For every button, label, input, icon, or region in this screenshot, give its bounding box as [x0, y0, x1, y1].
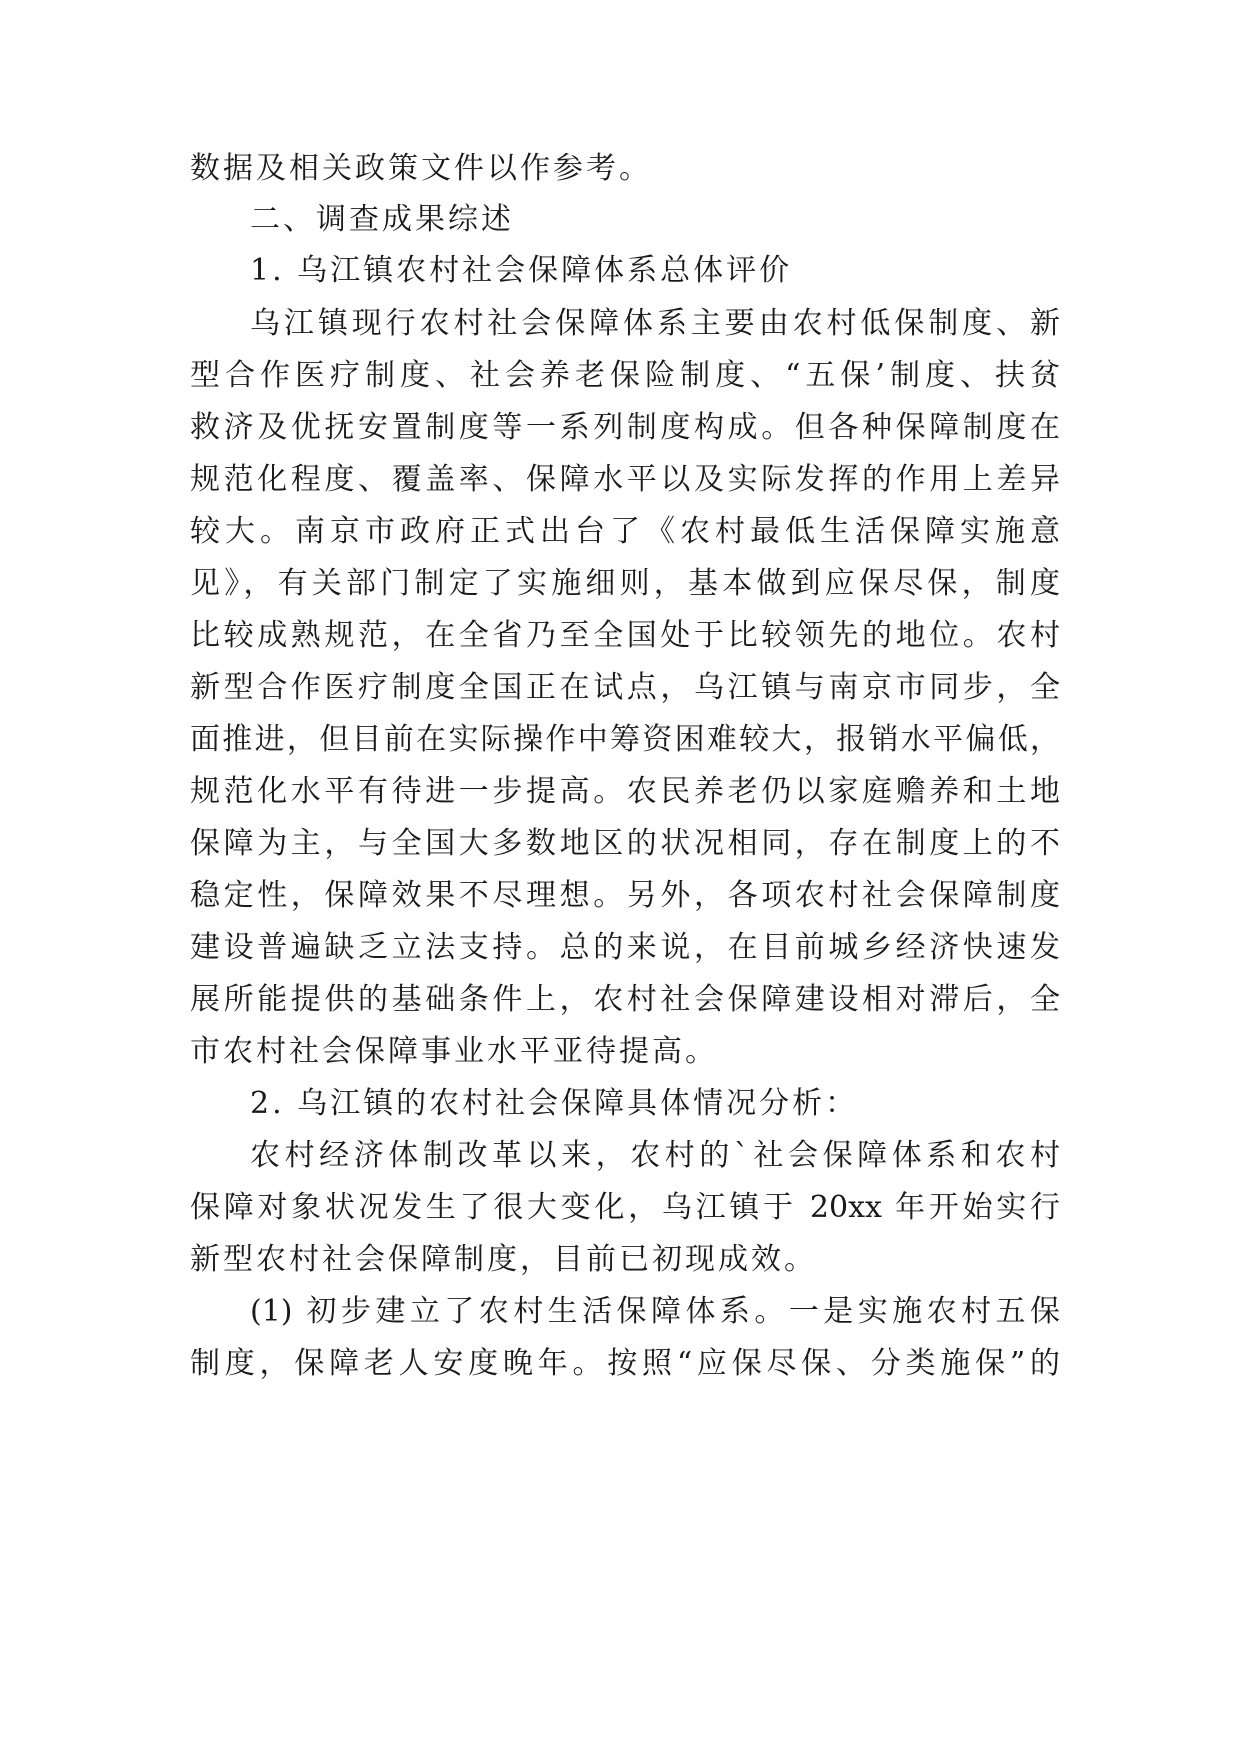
text-line: 展所能提供的基础条件上，农村社会保障建设相对滞后，全 [190, 982, 1060, 1017]
text-line: 农村经济体制改革以来，农村的`社会保障体系和农村 [250, 1138, 1060, 1173]
text-line: 新型合作医疗制度全国正在试点，乌江镇与南京市同步，全 [190, 670, 1060, 705]
text-line: (1) 初步建立了农村生活保障体系。一是实施农村五保 [250, 1294, 1060, 1329]
text-line: 比较成熟规范，在全省乃至全国处于比较领先的地位。农村 [190, 618, 1060, 653]
text-line: 数据及相关政策文件以作参考。 [190, 151, 652, 186]
text-line: 面推进，但目前在实际操作中筹资困难较大，报销水平偏低， [190, 722, 1060, 757]
text-line: 救济及优抚安置制度等一系列制度构成。但各种保障制度在 [190, 410, 1060, 445]
text-line: 保障为主，与全国大多数地区的状况相同，存在制度上的不 [190, 826, 1060, 861]
text-line: 见》，有关部门制定了实施细则，基本做到应保尽保，制度 [190, 566, 1060, 601]
text-line: 规范化水平有待进一步提高。农民养老仍以家庭赡养和土地 [190, 774, 1060, 809]
subsection-heading: 2. 乌江镇的农村社会保障具体情况分析： [250, 1086, 859, 1121]
text-line: 较大。南京市政府正式出台了《农村最低生活保障实施意 [190, 514, 1060, 549]
subsection-heading: 1. 乌江镇农村社会保障体系总体评价 [250, 253, 793, 288]
text-line: 规范化程度、覆盖率、保障水平以及实际发挥的作用上差异 [190, 462, 1060, 497]
text-line: 市农村社会保障事业水平亚待提高。 [190, 1034, 718, 1069]
text-line: 型合作医疗制度、社会养老保险制度、“五保’制度、扶贫 [190, 358, 1060, 393]
text-line: 制度，保障老人安度晚年。按照“应保尽保、分类施保”的 [190, 1346, 1060, 1381]
text-line: 新型农村社会保障制度，目前已初现成效。 [190, 1242, 817, 1277]
text-line: 稳定性，保障效果不尽理想。另外，各项农村社会保障制度 [190, 878, 1060, 913]
text-line: 保障对象状况发生了很大变化，乌江镇于 20xx 年开始实行 [190, 1190, 1060, 1225]
text-line: 建设普遍缺乏立法支持。总的来说，在目前城乡经济快速发 [190, 930, 1060, 965]
section-heading: 二、调查成果综述 [250, 202, 514, 237]
text-line: 乌江镇现行农村社会保障体系主要由农村低保制度、新 [250, 306, 1060, 341]
